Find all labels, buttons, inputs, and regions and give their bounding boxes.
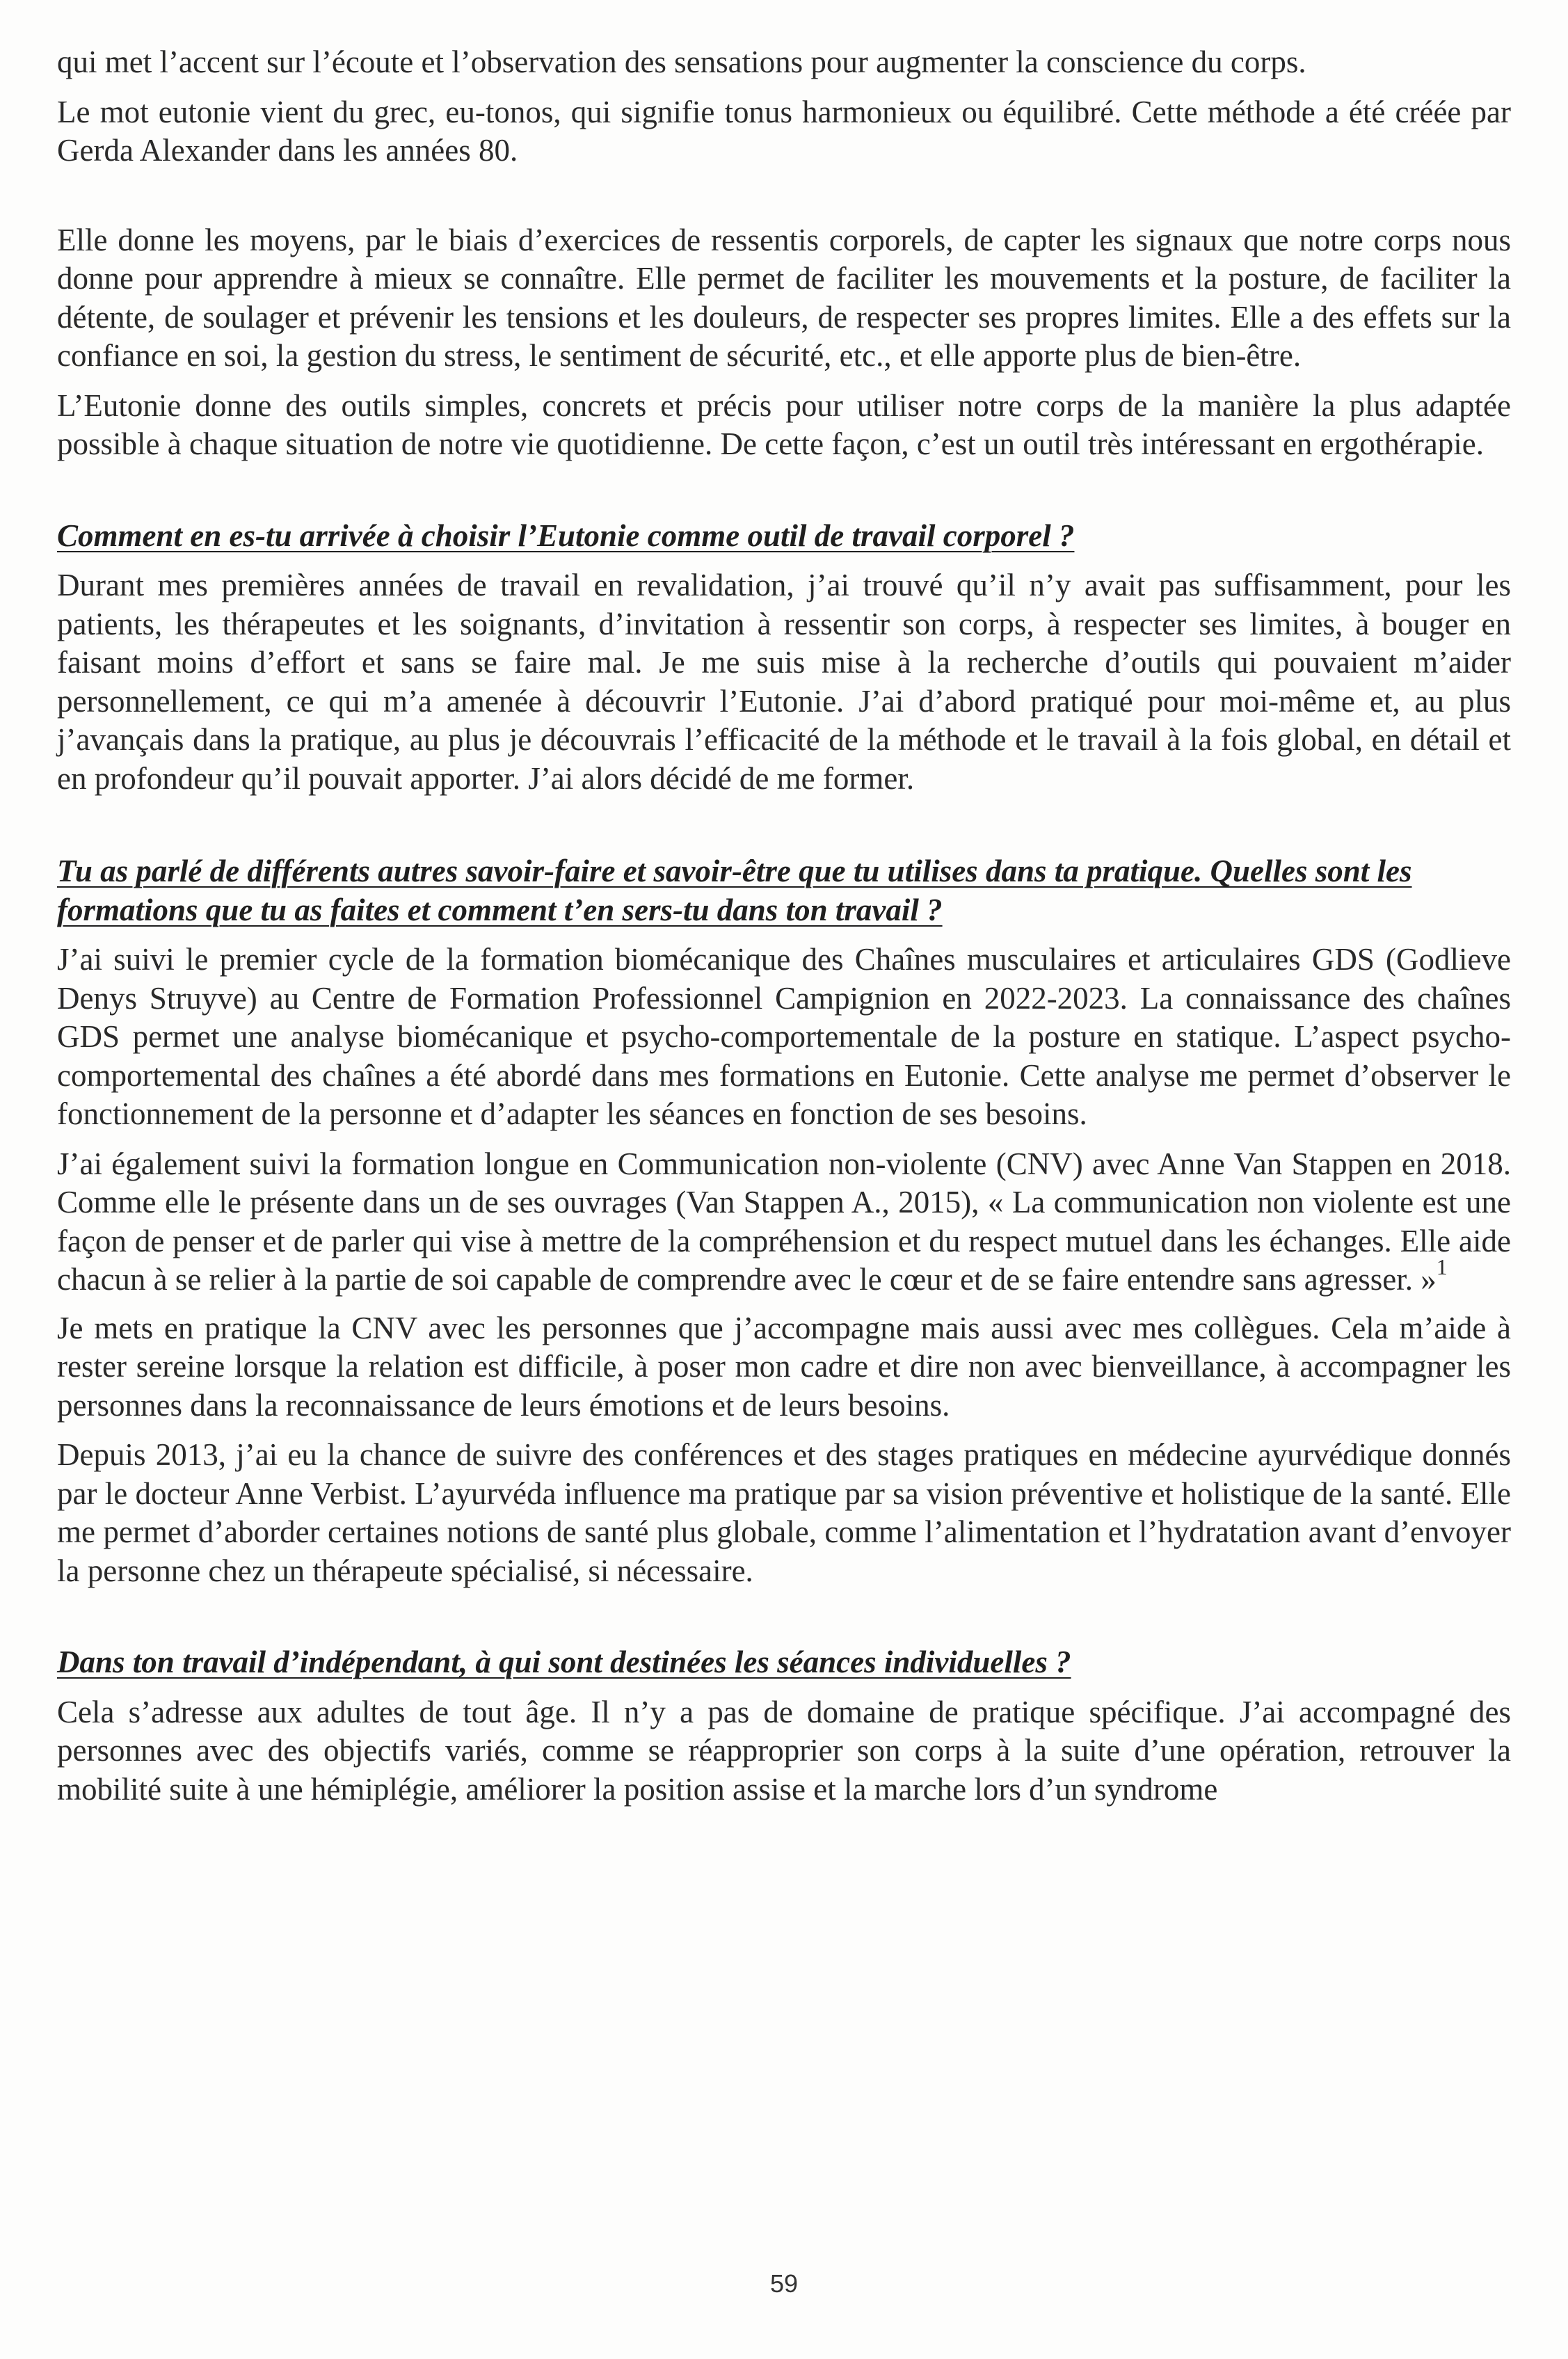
paragraph-3: Elle donne les moyens, par le biais d’exercices de ressentis corporels, de capter les signaux que notre corps nous donne pour apprendre à mieux se connaître. Elle permet de faciliter les mouvements et la posture, de faciliter la détente, de soulager et prévenir les tensions et les douleurs, de respecter ses propres limites. Elle a des effets sur la confiance en soi, la gestion du stress, le sentiment de sécurité, etc., et elle apporte plus de bien-être.	[57, 222, 1511, 373]
page-body	[57, 43, 1511, 1809]
paragraph-6: J’ai suivi le premier cycle de la formation biomécanique des Chaînes musculaires et articulaires GDS (Godlieve Denys Struyve) au Centre de Formation Professionnel Campignion en 2022-2023. La connaissance des chaînes GDS permet une analyse biomécanique et psycho-comportementale de la posture en statique. L’aspect psycho-comportemental des chaînes a été abordé dans mes formations en Eutonie. Cette analyse me permet d’observer le fonctionnement de la personne et d’adapter les séances en fonction de ses besoins.	[57, 942, 1511, 1131]
paragraph-10: Cela s’adresse aux adultes de tout âge. Il n’y a pas de domaine de pratique spécifique. J’ai accompagné des personnes avec des objectifs variés, comme se réapproprier son corps à la suite d’une opération, retrouver la mobilité suite à une hémiplégie, améliorer la position assise et la marche lors d’un syndrome	[57, 1694, 1511, 1807]
paragraph-2: Le mot eutonie vient du grec, eu-tonos, qui signifie tonus harmonieux ou équilibré. Cette méthode a été créée par Gerda Alexander dans les années 80.	[57, 94, 1511, 168]
page-number: 59	[769, 2269, 799, 2298]
paragraph-5: Durant mes premières années de travail en revalidation, j’ai trouvé qu’il n’y avait pas suffisamment, pour les patients, les thérapeutes et les soignants, d’invitation à ressentir son corps, à respecter ses limites, à bouger en faisant moins d’effort et sans se faire mal. Je me suis mise à la recherche d’outils qui pouvaient m’aider personnellement, ce qui m’a amenée à découvrir l’Eutonie. J’ai d’abord pratiqué pour moi-même et, au plus j’avançais dans la pratique, au plus je découvrais l’efficacité de la méthode et le travail à la fois global, en détail et en profondeur qu’il pouvait apporter. J’ai alors décidé de me former.	[57, 568, 1511, 796]
paragraph-1: qui met l’accent sur l’écoute et l’observation des sensations pour augmenter la conscience du corps.	[57, 45, 1306, 79]
question-3: Dans ton travail d’indépendant, à qui sont destinées les séances individuelles ?	[57, 1645, 1071, 1679]
question-1: Comment en es-tu arrivée à choisir l’Eutonie comme outil de travail corporel ?	[57, 518, 1075, 553]
paragraph-7-text: J’ai également suivi la formation longue en Communication non-violente (CNV) avec Anne Van Stappen en 2018. Comme elle le présente dans un de ses ouvrages (Van Stappen A., 2015), « La communication non violente est une façon de penser et de parler qui vise à mettre de la compréhension et du respect mutuel dans les échanges. Elle aide chacun à se relier à la partie de soi capable de comprendre avec le cœur et de se faire entendre sans agresser. »	[57, 1146, 1511, 1297]
paragraph-7	[57, 1145, 1511, 1300]
paragraph-8: Je mets en pratique la CNV avec les personnes que j’accompagne mais aussi avec mes collègues. Cela m’aide à rester sereine lorsque la relation est difficile, à poser mon cadre et dire non avec bienveillance, à accompagner les personnes dans la reconnaissance de leurs émotions et de leurs besoins.	[57, 1310, 1511, 1423]
footnote-ref: 1	[1436, 1254, 1448, 1279]
paragraph-9: Depuis 2013, j’ai eu la chance de suivre des conférences et des stages pratiques en médecine ayurvédique donnés par le docteur Anne Verbist. L’ayurvéda influence ma pratique par sa vision préventive et holistique de la santé. Elle me permet d’aborder certaines notions de santé plus globale, comme l’alimentation et l’hydratation avant d’envoyer la personne chez un thérapeute spécialisé, si nécessaire.	[57, 1437, 1511, 1588]
paragraph-4: L’Eutonie donne des outils simples, concrets et précis pour utiliser notre corps de la manière la plus adaptée possible à chaque situation de notre vie quotidienne. De cette façon, c’est un outil très intéressant en ergothérapie.	[57, 387, 1511, 461]
question-2: Tu as parlé de différents autres savoir-faire et savoir-être que tu utilises dans ta pratique. Quelles sont les formations que tu as faites et comment t’en sers-tu dans ton travail ?	[57, 854, 1412, 927]
